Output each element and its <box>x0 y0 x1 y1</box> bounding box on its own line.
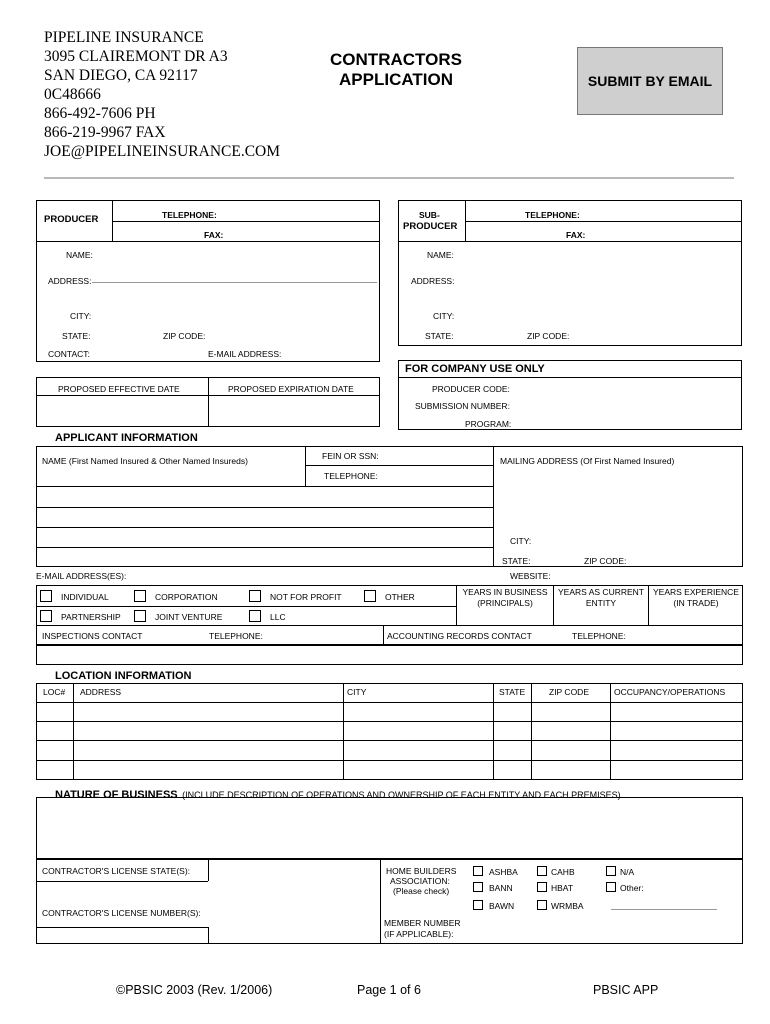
location-col-city: CITY <box>347 687 367 697</box>
header-divider <box>44 177 734 179</box>
member-number-label-2: (IF APPLICABLE): <box>384 929 454 939</box>
company-phone: 866-492-7606 PH <box>44 105 156 122</box>
wrmba-label: WRMBA <box>551 901 584 911</box>
ashba-label: ASHBA <box>489 867 518 877</box>
applicant-divider <box>493 446 494 567</box>
joint-venture-label: JOINT VENTURE <box>155 612 223 622</box>
proposed-effective-date-label: PROPOSED EFFECTIVE DATE <box>58 384 180 394</box>
applicant-city-label: CITY: <box>510 536 532 546</box>
entity-divider <box>456 585 457 625</box>
not-for-profit-checkbox[interactable] <box>249 590 261 602</box>
entity-divider <box>383 625 384 645</box>
location-col-divider <box>343 683 344 780</box>
location-col-divider <box>531 683 532 780</box>
subproducer-label-2: PRODUCER <box>403 221 458 232</box>
individual-label: INDIVIDUAL <box>61 592 109 602</box>
bawn-checkbox[interactable] <box>473 900 483 910</box>
producer-address-field[interactable] <box>92 282 377 283</box>
other-association-checkbox[interactable] <box>606 882 616 892</box>
license-states-label: CONTRACTOR'S LICENSE STATE(S): <box>42 866 191 876</box>
website-label: WEBSITE: <box>510 571 551 581</box>
producer-contact-label: CONTACT: <box>48 349 90 359</box>
form-title-line-1: CONTRACTORS <box>330 50 462 69</box>
producer-divider <box>112 221 380 222</box>
form-title <box>320 50 472 90</box>
producer-state-label: STATE: <box>62 331 91 341</box>
company-email: JOE@PIPELINEINSURANCE.COM <box>44 143 281 160</box>
corporation-checkbox[interactable] <box>134 590 146 602</box>
entity-divider <box>36 606 456 607</box>
nature-of-business-subtitle: (INCLUDE DESCRIPTION OF OPERATIONS AND OWNERSHIP OF EACH ENTITY AND EACH PREMISES) <box>182 790 621 800</box>
partnership-label: PARTNERSHIP <box>61 612 121 622</box>
bann-label: BANN <box>489 883 513 893</box>
footer-form-id: PBSIC APP <box>593 983 659 997</box>
applicant-divider <box>305 446 306 486</box>
location-col-address: ADDRESS <box>80 687 122 697</box>
location-row-divider <box>36 702 743 703</box>
subproducer-label-1: SUB- <box>419 210 440 220</box>
submission-number-label: SUBMISSION NUMBER: <box>415 401 510 411</box>
license-divider <box>36 927 208 928</box>
applicant-telephone-label: TELEPHONE: <box>324 471 378 481</box>
wrmba-checkbox[interactable] <box>537 900 547 910</box>
producer-zip-label: ZIP CODE: <box>163 331 206 341</box>
producer-fax-label: FAX: <box>204 230 224 240</box>
company-address-2: SAN DIEGO, CA 92117 <box>44 67 198 84</box>
ashba-checkbox[interactable] <box>473 866 483 876</box>
other-association-label: Other: <box>620 883 644 893</box>
home-builders-label-2: ASSOCIATION: <box>390 876 450 886</box>
years-experience-label-2: (IN TRADE) <box>673 598 719 608</box>
location-row-divider <box>36 760 743 761</box>
years-in-business-label-1: YEARS IN BUSINESS <box>462 587 548 597</box>
years-current-entity-label-2: ENTITY <box>585 598 617 608</box>
producer-code-label: PRODUCER CODE: <box>432 384 510 394</box>
home-builders-label-1: HOME BUILDERS <box>386 866 457 876</box>
license-divider <box>380 859 381 944</box>
other-association-field[interactable] <box>611 909 717 910</box>
individual-checkbox[interactable] <box>40 590 52 602</box>
other-entity-label: OTHER <box>385 592 415 602</box>
license-divider <box>36 881 208 882</box>
other-entity-checkbox[interactable] <box>364 590 376 602</box>
license-divider <box>208 859 209 881</box>
applicant-divider <box>36 486 493 487</box>
form-title-line-2: APPLICATION <box>339 70 453 89</box>
company-address-1: 3095 CLAIREMONT DR A3 <box>44 48 228 65</box>
location-col-zip: ZIP CODE <box>549 687 589 697</box>
license-numbers-label: CONTRACTOR'S LICENSE NUMBER(S): <box>42 908 201 918</box>
producer-divider <box>36 241 380 242</box>
license-divider <box>208 927 209 944</box>
submit-by-email-button[interactable]: SUBMIT BY EMAIL <box>577 47 723 115</box>
applicant-zip-label: ZIP CODE: <box>584 556 627 566</box>
applicant-divider <box>36 547 493 548</box>
producer-city-label: CITY: <box>70 311 92 321</box>
accounting-telephone-label: TELEPHONE: <box>572 631 626 641</box>
subproducer-zip-label: ZIP CODE: <box>527 331 570 341</box>
bawn-label: BAWN <box>489 901 515 911</box>
location-col-state: STATE <box>499 687 526 697</box>
applicant-divider <box>36 507 493 508</box>
footer-copyright: ©PBSIC 2003 (Rev. 1/2006) <box>116 983 273 997</box>
applicant-name-label: NAME (First Named Insured & Other Named Insureds) <box>42 456 248 466</box>
subproducer-state-label: STATE: <box>425 331 454 341</box>
years-in-business-label-2: (PRINCIPALS) <box>477 598 533 608</box>
cahb-checkbox[interactable] <box>537 866 547 876</box>
nature-of-business-field[interactable] <box>36 797 743 859</box>
subproducer-divider <box>398 241 742 242</box>
location-col-divider <box>73 683 74 780</box>
contacts-value-row[interactable] <box>36 645 743 665</box>
partnership-checkbox[interactable] <box>40 610 52 622</box>
footer-page-number: Page 1 of 6 <box>357 983 421 997</box>
hbat-checkbox[interactable] <box>537 882 547 892</box>
llc-checkbox[interactable] <box>249 610 261 622</box>
entity-divider <box>36 625 743 626</box>
cahb-label: CAHB <box>551 867 575 877</box>
dates-divider <box>36 395 380 396</box>
na-label: N/A <box>620 867 635 877</box>
years-current-entity-label-1: YEARS AS CURRENT <box>558 587 644 597</box>
bann-checkbox[interactable] <box>473 882 483 892</box>
location-col-loc: LOC# <box>43 687 66 697</box>
na-checkbox[interactable] <box>606 866 616 876</box>
years-experience-label-1: YEARS EXPERIENCE <box>653 587 739 597</box>
applicant-divider <box>36 527 493 528</box>
producer-telephone-label: TELEPHONE: <box>162 210 217 220</box>
inspections-telephone-label: TELEPHONE: <box>209 631 263 641</box>
home-builders-label-3: (Please check) <box>393 886 450 896</box>
location-col-occupancy: OCCUPANCY/OPERATIONS <box>614 687 726 697</box>
company-license: 0C48666 <box>44 86 101 103</box>
proposed-expiration-date-label: PROPOSED EXPIRATION DATE <box>228 384 354 394</box>
producer-email-label: E-MAIL ADDRESS: <box>208 349 282 359</box>
applicant-state-label: STATE: <box>502 556 531 566</box>
applicant-divider <box>305 465 493 466</box>
producer-address-label: ADDRESS: <box>48 276 92 286</box>
company-use-divider <box>398 377 742 378</box>
hbat-label: HBAT <box>551 883 574 893</box>
subproducer-name-label: NAME: <box>427 250 454 260</box>
company-fax: 866-219-9967 FAX <box>44 124 166 141</box>
location-table <box>36 683 743 780</box>
location-col-divider <box>493 683 494 780</box>
fein-label: FEIN OR SSN: <box>322 451 379 461</box>
company-use-title: FOR COMPANY USE ONLY <box>405 363 545 375</box>
applicant-email-label: E-MAIL ADDRESS(ES): <box>36 571 127 581</box>
applicant-info-title: APPLICANT INFORMATION <box>55 432 198 444</box>
subproducer-address-label: ADDRESS: <box>411 276 455 286</box>
subproducer-divider <box>465 221 742 222</box>
location-info-title: LOCATION INFORMATION <box>55 670 192 682</box>
mailing-address-label: MAILING ADDRESS (Of First Named Insured) <box>500 456 675 466</box>
joint-venture-checkbox[interactable] <box>134 610 146 622</box>
accounting-contact-label: ACCOUNTING RECORDS CONTACT <box>387 631 532 641</box>
location-row-divider <box>36 740 743 741</box>
llc-label: LLC <box>270 612 286 622</box>
subproducer-city-label: CITY: <box>433 311 455 321</box>
member-number-label-1: MEMBER NUMBER <box>384 918 461 928</box>
location-row-divider <box>36 721 743 722</box>
program-label: PROGRAM: <box>465 419 512 429</box>
location-col-divider <box>610 683 611 780</box>
subproducer-fax-label: FAX: <box>566 230 586 240</box>
dates-divider <box>208 377 209 427</box>
corporation-label: CORPORATION <box>155 592 218 602</box>
subproducer-telephone-label: TELEPHONE: <box>525 210 580 220</box>
not-for-profit-label: NOT FOR PROFIT <box>270 592 342 602</box>
inspections-contact-label: INSPECTIONS CONTACT <box>42 631 143 641</box>
nature-of-business-title: NATURE OF BUSINESS <box>55 789 178 801</box>
producer-name-label: NAME: <box>66 250 93 260</box>
company-name: PIPELINE INSURANCE <box>44 29 204 46</box>
insurer-header <box>44 28 280 161</box>
producer-label: PRODUCER <box>44 214 99 225</box>
